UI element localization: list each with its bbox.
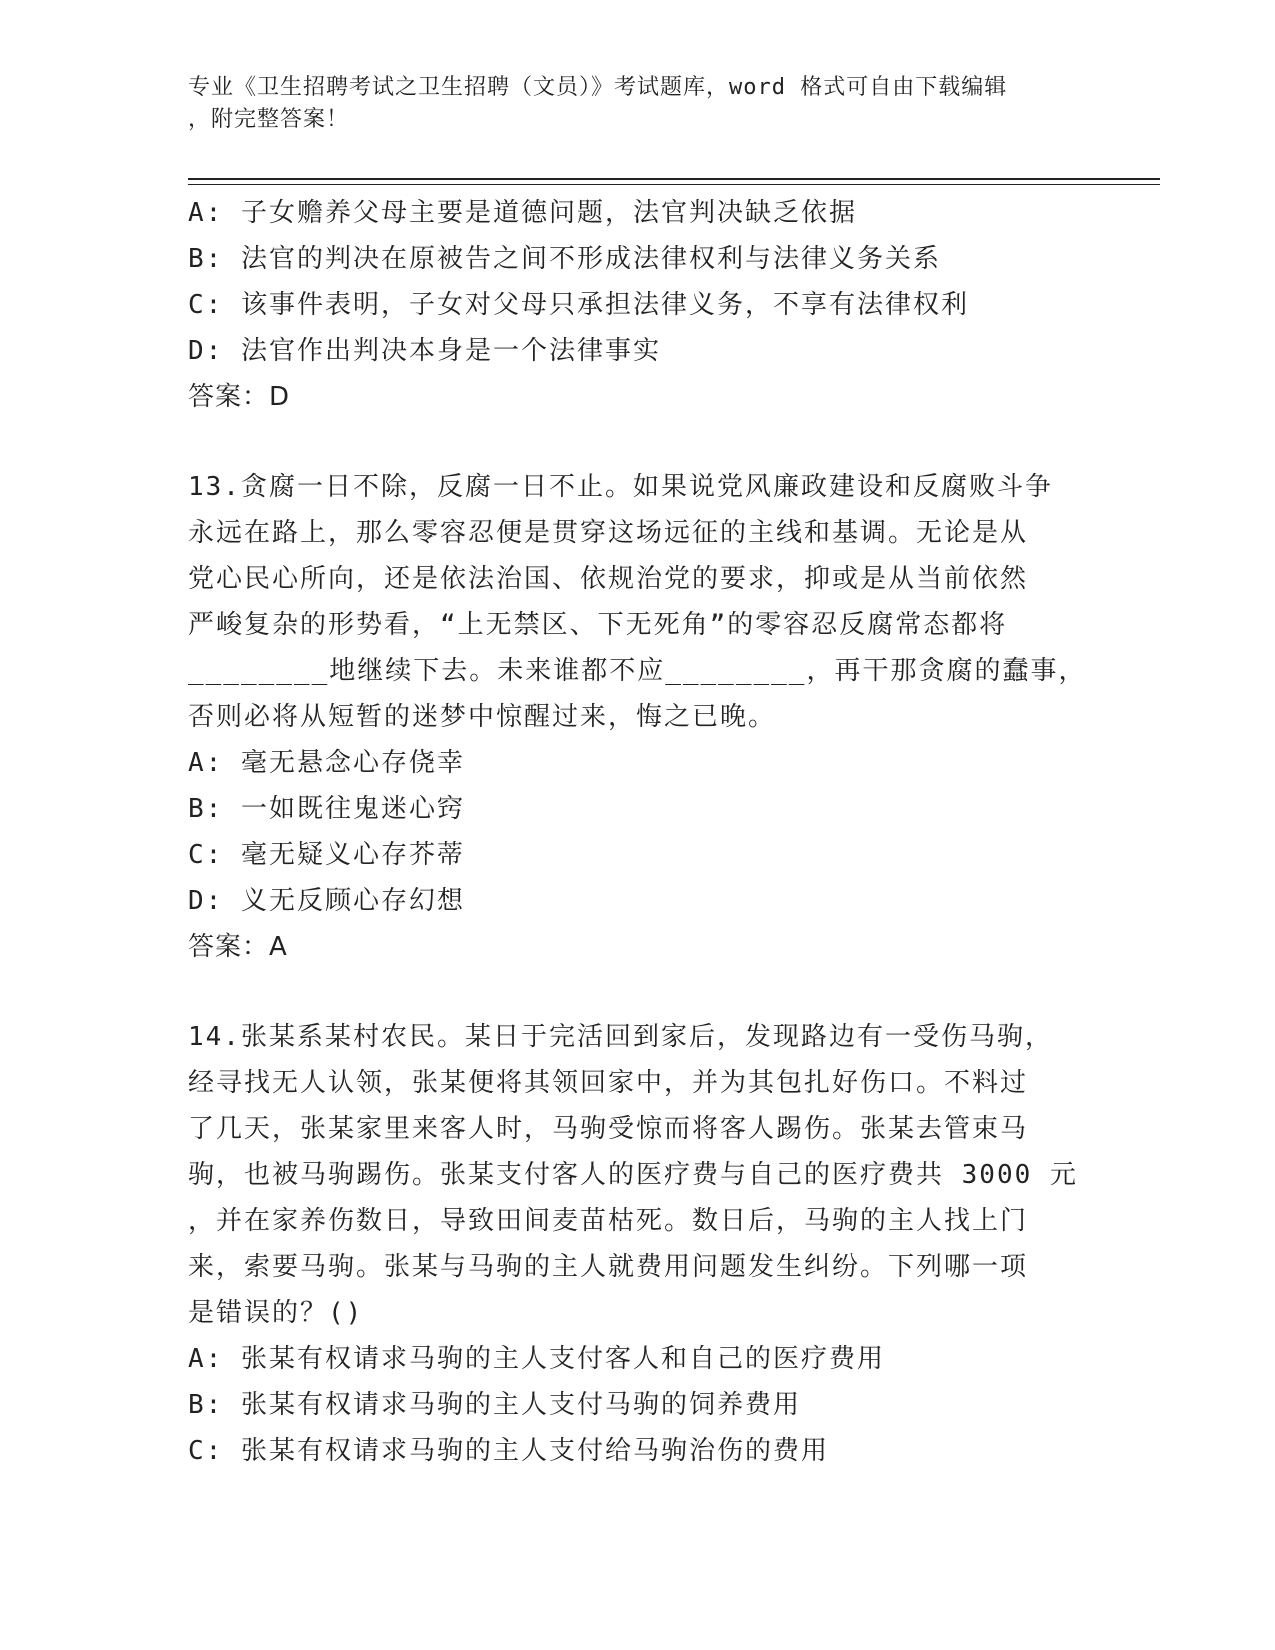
option-c: C: 张某有权请求马驹的主人支付给马驹治伤的费用: [188, 1436, 829, 1466]
question-text-line: 永远在路上，那么零容忍便是贯穿这场远征的主线和基调。无论是从: [188, 518, 1029, 548]
question-text-line: 了几天，张某家里来客人时，马驹受惊而将客人踢伤。张某去管束马: [188, 1114, 1029, 1144]
option-a: A: 毫无悬念心存侥幸: [188, 748, 465, 778]
question-text-line: 驹，也被马驹踢伤。张某支付客人的医疗费与自己的医疗费共 3000 元: [188, 1160, 1078, 1190]
option-b: B: 法官的判决在原被告之间不形成法律权利与法律义务关系: [188, 244, 941, 274]
question-12-fragment: [188, 190, 1088, 420]
question-13: [188, 464, 1088, 970]
option-d: D: 法官作出判决本身是一个法律事实: [188, 336, 661, 366]
document-header: [188, 72, 1078, 136]
option-a: A: 张某有权请求马驹的主人支付客人和自己的医疗费用: [188, 1344, 885, 1374]
header-line-1: 专业《卫生招聘考试之卫生招聘（文员）》考试题库，word 格式可自由下载编辑: [188, 75, 1008, 100]
question-14: [188, 1014, 1088, 1474]
question-text-line: 党心民心所向，还是依法治国、依规治党的要求，抑或是从当前依然: [188, 564, 1029, 594]
option-d: D: 义无反顾心存幻想: [188, 886, 465, 916]
question-text-line: 是错误的？(): [188, 1298, 364, 1328]
option-c: C: 毫无疑义心存芥蒂: [188, 840, 465, 870]
option-b: B: 张某有权请求马驹的主人支付马驹的饲养费用: [188, 1390, 801, 1420]
question-text-line: 13.贪腐一日不除，反腐一日不止。如果说党风廉政建设和反腐败斗争: [188, 472, 1053, 502]
header-rule-thick: [188, 178, 1160, 180]
question-text-line: 来，索要马驹。张某与马驹的主人就费用问题发生纠纷。下列哪一项: [188, 1252, 1029, 1282]
question-text-line: 14.张某系某村农民。某日于完活回到家后，发现路边有一受伤马驹，: [188, 1022, 1053, 1052]
answer-label: 答案：D: [188, 382, 291, 412]
question-text-line: ________地继续下去。未来谁都不应________，再干那贪腐的蠢事，: [188, 656, 1087, 686]
question-text-line: 经寻找无人认领，张某便将其领回家中，并为其包扎好伤口。不料过: [188, 1068, 1029, 1098]
option-b: B: 一如既往鬼迷心窍: [188, 794, 465, 824]
document-body: [188, 190, 1088, 1474]
header-line-2: ，附完整答案！: [188, 107, 350, 132]
question-text-line: 严峻复杂的形势看，“上无禁区、下无死角”的零容忍反腐常态都将: [188, 610, 1008, 640]
header-rule-thin: [188, 184, 1160, 185]
question-text-line: ，并在家养伤数日，导致田间麦苗枯死。数日后，马驹的主人找上门: [188, 1206, 1029, 1236]
option-a: A: 子女赡养父母主要是道德问题，法官判决缺乏依据: [188, 198, 857, 228]
question-text-line: 否则必将从短暂的迷梦中惊醒过来，悔之已晚。: [188, 702, 777, 732]
option-c: C: 该事件表明，子女对父母只承担法律义务，不享有法律权利: [188, 290, 969, 320]
answer-label: 答案：A: [188, 932, 288, 962]
